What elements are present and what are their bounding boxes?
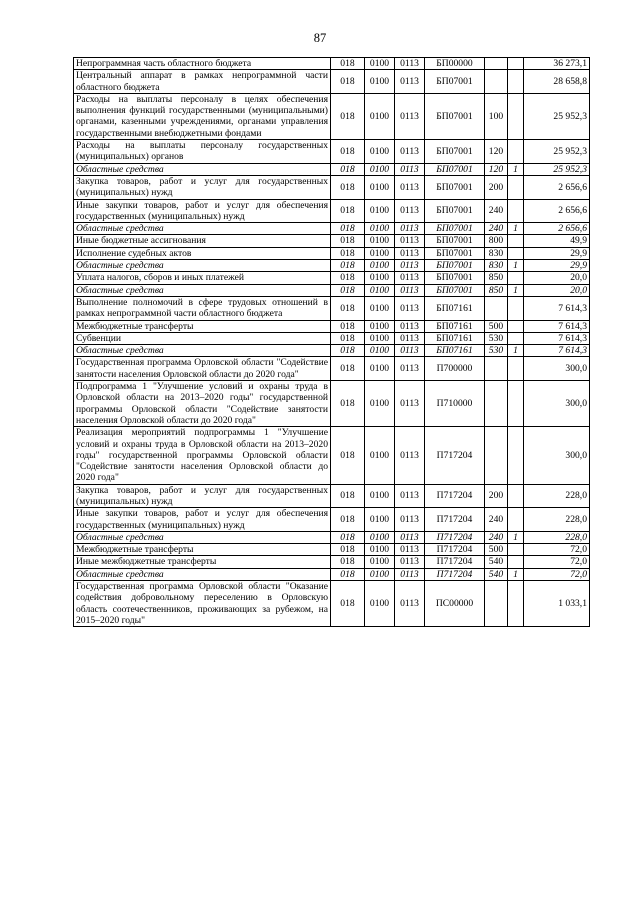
target-article-cell: П700000 [425, 357, 485, 381]
funding-source-cell: 1 [508, 260, 524, 272]
ministry-code-cell: 018 [331, 58, 365, 70]
ministry-code-cell: 018 [331, 296, 365, 320]
ministry-code-cell: 018 [331, 320, 365, 332]
ministry-code-cell: 018 [331, 140, 365, 164]
target-article-cell: П717204 [425, 556, 485, 568]
amount-cell: 2 656,6 [524, 223, 590, 235]
target-article-cell: БП00000 [425, 58, 485, 70]
subsection-code-cell: 0113 [395, 93, 425, 139]
funding-source-cell [508, 58, 524, 70]
expense-type-cell [485, 296, 508, 320]
row-name-cell: Подпрограмма 1 "Улучшение условий и охраны труда в Орловской области на 2013–2020 годы" государственной программы Орловской области "Содействие занятости населения Орловской области до 2020 года" [74, 381, 331, 427]
row-name-cell: Государственная программа Орловской области "Содействие занятости населения Орловской области до 2020 года" [74, 357, 331, 381]
amount-cell: 25 952,3 [524, 93, 590, 139]
amount-cell: 300,0 [524, 427, 590, 484]
target-article-cell: БП07001 [425, 284, 485, 296]
ministry-code-cell: 018 [331, 247, 365, 259]
target-article-cell: БП07161 [425, 332, 485, 344]
expense-type-cell [485, 70, 508, 94]
subsection-code-cell: 0113 [395, 163, 425, 175]
subsection-code-cell: 0113 [395, 247, 425, 259]
target-article-cell: БП07161 [425, 320, 485, 332]
section-code-cell: 0100 [365, 332, 395, 344]
ministry-code-cell: 018 [331, 345, 365, 357]
target-article-cell: П710000 [425, 381, 485, 427]
ministry-code-cell: 018 [331, 70, 365, 94]
expense-type-cell: 540 [485, 556, 508, 568]
ministry-code-cell: 018 [331, 531, 365, 543]
funding-source-cell: 1 [508, 345, 524, 357]
ministry-code-cell: 018 [331, 381, 365, 427]
expense-type-cell: 200 [485, 175, 508, 199]
target-article-cell: БП07001 [425, 163, 485, 175]
section-code-cell: 0100 [365, 272, 395, 284]
target-article-cell: П717204 [425, 508, 485, 532]
row-name-cell: Межбюджетные трансферты [74, 544, 331, 556]
section-code-cell: 0100 [365, 70, 395, 94]
row-name-cell: Областные средства [74, 260, 331, 272]
subsection-code-cell: 0113 [395, 235, 425, 247]
subsection-code-cell: 0113 [395, 332, 425, 344]
amount-cell: 1 033,1 [524, 581, 590, 627]
table-row [74, 508, 590, 532]
section-code-cell: 0100 [365, 296, 395, 320]
funding-source-cell [508, 199, 524, 223]
funding-source-cell [508, 296, 524, 320]
expense-type-cell: 120 [485, 140, 508, 164]
row-name-cell: Иные закупки товаров, работ и услуг для обеспечения государственных (муниципальных) нужд [74, 199, 331, 223]
target-article-cell: П717204 [425, 484, 485, 508]
row-name-cell: Исполнение судебных актов [74, 247, 331, 259]
row-name-cell: Центральный аппарат в рамках непрограммной части областного бюджета [74, 70, 331, 94]
expense-type-cell [485, 427, 508, 484]
table-row [74, 199, 590, 223]
ministry-code-cell: 018 [331, 568, 365, 580]
expense-type-cell: 530 [485, 332, 508, 344]
funding-source-cell [508, 272, 524, 284]
row-name-cell: Областные средства [74, 223, 331, 235]
row-name-cell: Областные средства [74, 531, 331, 543]
ministry-code-cell: 018 [331, 332, 365, 344]
target-article-cell: БП07161 [425, 296, 485, 320]
ministry-code-cell: 018 [331, 272, 365, 284]
section-code-cell: 0100 [365, 556, 395, 568]
expense-type-cell: 240 [485, 199, 508, 223]
section-code-cell: 0100 [365, 531, 395, 543]
subsection-code-cell: 0113 [395, 581, 425, 627]
subsection-code-cell: 0113 [395, 556, 425, 568]
section-code-cell: 0100 [365, 484, 395, 508]
section-code-cell: 0100 [365, 247, 395, 259]
subsection-code-cell: 0113 [395, 381, 425, 427]
budget-table [73, 57, 590, 627]
expense-type-cell [485, 357, 508, 381]
target-article-cell: БП07001 [425, 199, 485, 223]
funding-source-cell [508, 175, 524, 199]
section-code-cell: 0100 [365, 199, 395, 223]
subsection-code-cell: 0113 [395, 223, 425, 235]
ministry-code-cell: 018 [331, 235, 365, 247]
section-code-cell: 0100 [365, 568, 395, 580]
target-article-cell: П717204 [425, 531, 485, 543]
ministry-code-cell: 018 [331, 175, 365, 199]
expense-type-cell: 830 [485, 260, 508, 272]
section-code-cell: 0100 [365, 163, 395, 175]
row-name-cell: Межбюджетные трансферты [74, 320, 331, 332]
ministry-code-cell: 018 [331, 199, 365, 223]
section-code-cell: 0100 [365, 223, 395, 235]
funding-source-cell [508, 332, 524, 344]
section-code-cell: 0100 [365, 427, 395, 484]
ministry-code-cell: 018 [331, 260, 365, 272]
section-code-cell: 0100 [365, 381, 395, 427]
subsection-code-cell: 0113 [395, 260, 425, 272]
table-row [74, 175, 590, 199]
amount-cell: 228,0 [524, 531, 590, 543]
section-code-cell: 0100 [365, 581, 395, 627]
amount-cell: 49,9 [524, 235, 590, 247]
funding-source-cell [508, 320, 524, 332]
table-row [74, 296, 590, 320]
expense-type-cell: 800 [485, 235, 508, 247]
target-article-cell: БП07001 [425, 223, 485, 235]
expense-type-cell: 530 [485, 345, 508, 357]
subsection-code-cell: 0113 [395, 508, 425, 532]
subsection-code-cell: 0113 [395, 544, 425, 556]
subsection-code-cell: 0113 [395, 296, 425, 320]
ministry-code-cell: 018 [331, 544, 365, 556]
row-name-cell: Областные средства [74, 568, 331, 580]
amount-cell: 72,0 [524, 544, 590, 556]
row-name-cell: Областные средства [74, 284, 331, 296]
ministry-code-cell: 018 [331, 484, 365, 508]
expense-type-cell: 240 [485, 508, 508, 532]
expense-type-cell: 850 [485, 284, 508, 296]
target-article-cell: БП07161 [425, 345, 485, 357]
row-name-cell: Иные межбюджетные трансферты [74, 556, 331, 568]
table-row [74, 427, 590, 484]
amount-cell: 29,9 [524, 260, 590, 272]
table-row-regional-funds [74, 163, 590, 175]
amount-cell: 2 656,6 [524, 199, 590, 223]
row-name-cell: Расходы на выплаты персоналу в целях обеспечения выполнения функций государственными (муниципальными) органами, казенными учреждениями, органами управления государственными внебюджетными фондами [74, 93, 331, 139]
table-row [74, 272, 590, 284]
expense-type-cell: 240 [485, 223, 508, 235]
funding-source-cell [508, 70, 524, 94]
row-name-cell: Уплата налогов, сборов и иных платежей [74, 272, 331, 284]
amount-cell: 29,9 [524, 247, 590, 259]
subsection-code-cell: 0113 [395, 272, 425, 284]
funding-source-cell [508, 556, 524, 568]
section-code-cell: 0100 [365, 544, 395, 556]
table-row [74, 381, 590, 427]
ministry-code-cell: 018 [331, 163, 365, 175]
amount-cell: 25 952,3 [524, 163, 590, 175]
section-code-cell: 0100 [365, 140, 395, 164]
amount-cell: 300,0 [524, 381, 590, 427]
funding-source-cell [508, 140, 524, 164]
table-row [74, 332, 590, 344]
funding-source-cell: 1 [508, 531, 524, 543]
table-row-regional-funds [74, 531, 590, 543]
table-row-regional-funds [74, 260, 590, 272]
section-code-cell: 0100 [365, 320, 395, 332]
expense-type-cell: 120 [485, 163, 508, 175]
ministry-code-cell: 018 [331, 357, 365, 381]
expense-type-cell: 100 [485, 93, 508, 139]
table-row [74, 544, 590, 556]
table-row [74, 320, 590, 332]
target-article-cell: П717204 [425, 544, 485, 556]
amount-cell: 25 952,3 [524, 140, 590, 164]
table-row-regional-funds [74, 345, 590, 357]
funding-source-cell [508, 247, 524, 259]
subsection-code-cell: 0113 [395, 484, 425, 508]
table-row-regional-funds [74, 284, 590, 296]
target-article-cell: ПС00000 [425, 581, 485, 627]
target-article-cell: П717204 [425, 568, 485, 580]
amount-cell: 7 614,3 [524, 320, 590, 332]
funding-source-cell: 1 [508, 223, 524, 235]
expense-type-cell [485, 581, 508, 627]
row-name-cell: Закупка товаров, работ и услуг для государственных (муниципальных) нужд [74, 175, 331, 199]
row-name-cell: Закупка товаров, работ и услуг для государственных (муниципальных) нужд [74, 484, 331, 508]
expense-type-cell: 540 [485, 568, 508, 580]
ministry-code-cell: 018 [331, 556, 365, 568]
target-article-cell: БП07001 [425, 175, 485, 199]
funding-source-cell: 1 [508, 163, 524, 175]
target-article-cell: П717204 [425, 427, 485, 484]
funding-source-cell [508, 581, 524, 627]
subsection-code-cell: 0113 [395, 345, 425, 357]
section-code-cell: 0100 [365, 260, 395, 272]
section-code-cell: 0100 [365, 357, 395, 381]
table-row [74, 247, 590, 259]
subsection-code-cell: 0113 [395, 70, 425, 94]
amount-cell: 72,0 [524, 556, 590, 568]
amount-cell: 7 614,3 [524, 296, 590, 320]
funding-source-cell [508, 235, 524, 247]
amount-cell: 228,0 [524, 508, 590, 532]
row-name-cell: Непрограммная часть областного бюджета [74, 58, 331, 70]
row-name-cell: Реализация мероприятий подпрограммы 1 "Улучшение условий и охраны труда в Орловской области на 2013–2020 годы" государственной программы Орловской области "Содействие занятости населения Орловской области до 2020 года" [74, 427, 331, 484]
table-row [74, 484, 590, 508]
amount-cell: 7 614,3 [524, 332, 590, 344]
ministry-code-cell: 018 [331, 284, 365, 296]
amount-cell: 228,0 [524, 484, 590, 508]
expense-type-cell: 830 [485, 247, 508, 259]
target-article-cell: БП07001 [425, 70, 485, 94]
subsection-code-cell: 0113 [395, 357, 425, 381]
row-name-cell: Выполнение полномочий в сфере трудовых отношений в рамках непрограммной части областного бюджета [74, 296, 331, 320]
expense-type-cell: 850 [485, 272, 508, 284]
ministry-code-cell: 018 [331, 427, 365, 484]
subsection-code-cell: 0113 [395, 199, 425, 223]
expense-type-cell: 240 [485, 531, 508, 543]
amount-cell: 28 658,8 [524, 70, 590, 94]
funding-source-cell [508, 93, 524, 139]
row-name-cell: Областные средства [74, 163, 331, 175]
amount-cell: 2 656,6 [524, 175, 590, 199]
target-article-cell: БП07001 [425, 235, 485, 247]
ministry-code-cell: 018 [331, 581, 365, 627]
subsection-code-cell: 0113 [395, 175, 425, 199]
funding-source-cell [508, 357, 524, 381]
section-code-cell: 0100 [365, 58, 395, 70]
section-code-cell: 0100 [365, 284, 395, 296]
row-name-cell: Областные средства [74, 345, 331, 357]
amount-cell: 300,0 [524, 357, 590, 381]
funding-source-cell [508, 381, 524, 427]
row-name-cell: Государственная программа Орловской области "Оказание содействия добровольному переселению в Орловскую область соотечественников, проживающих за рубежом, на 2015–2020 годы" [74, 581, 331, 627]
section-code-cell: 0100 [365, 345, 395, 357]
ministry-code-cell: 018 [331, 93, 365, 139]
ministry-code-cell: 018 [331, 508, 365, 532]
table-row [74, 70, 590, 94]
target-article-cell: БП07001 [425, 247, 485, 259]
funding-source-cell [508, 508, 524, 532]
subsection-code-cell: 0113 [395, 531, 425, 543]
amount-cell: 20,0 [524, 284, 590, 296]
ministry-code-cell: 018 [331, 223, 365, 235]
expense-type-cell: 200 [485, 484, 508, 508]
expense-type-cell [485, 381, 508, 427]
funding-source-cell [508, 484, 524, 508]
amount-cell: 36 273,1 [524, 58, 590, 70]
funding-source-cell: 1 [508, 284, 524, 296]
amount-cell: 72,0 [524, 568, 590, 580]
subsection-code-cell: 0113 [395, 568, 425, 580]
table-row-regional-funds [74, 568, 590, 580]
table-row [74, 556, 590, 568]
target-article-cell: БП07001 [425, 272, 485, 284]
target-article-cell: БП07001 [425, 260, 485, 272]
subsection-code-cell: 0113 [395, 284, 425, 296]
table-row-regional-funds [74, 223, 590, 235]
row-name-cell: Расходы на выплаты персоналу государственных (муниципальных) органов [74, 140, 331, 164]
table-row [74, 357, 590, 381]
budget-table-body [74, 58, 590, 627]
section-code-cell: 0100 [365, 235, 395, 247]
target-article-cell: БП07001 [425, 93, 485, 139]
table-row [74, 93, 590, 139]
subsection-code-cell: 0113 [395, 427, 425, 484]
section-code-cell: 0100 [365, 93, 395, 139]
funding-source-cell [508, 427, 524, 484]
section-code-cell: 0100 [365, 508, 395, 532]
expense-type-cell: 500 [485, 320, 508, 332]
target-article-cell: БП07001 [425, 140, 485, 164]
expense-type-cell [485, 58, 508, 70]
row-name-cell: Иные бюджетные ассигнования [74, 235, 331, 247]
section-code-cell: 0100 [365, 175, 395, 199]
row-name-cell: Субвенции [74, 332, 331, 344]
amount-cell: 20,0 [524, 272, 590, 284]
table-row [74, 140, 590, 164]
row-name-cell: Иные закупки товаров, работ и услуг для обеспечения государственных (муниципальных) нужд [74, 508, 331, 532]
page-number: 87 [313, 31, 327, 45]
table-row [74, 58, 590, 70]
table-row [74, 235, 590, 247]
subsection-code-cell: 0113 [395, 320, 425, 332]
table-row [74, 581, 590, 627]
expense-type-cell: 500 [485, 544, 508, 556]
funding-source-cell [508, 544, 524, 556]
funding-source-cell: 1 [508, 568, 524, 580]
amount-cell: 7 614,3 [524, 345, 590, 357]
subsection-code-cell: 0113 [395, 140, 425, 164]
subsection-code-cell: 0113 [395, 58, 425, 70]
